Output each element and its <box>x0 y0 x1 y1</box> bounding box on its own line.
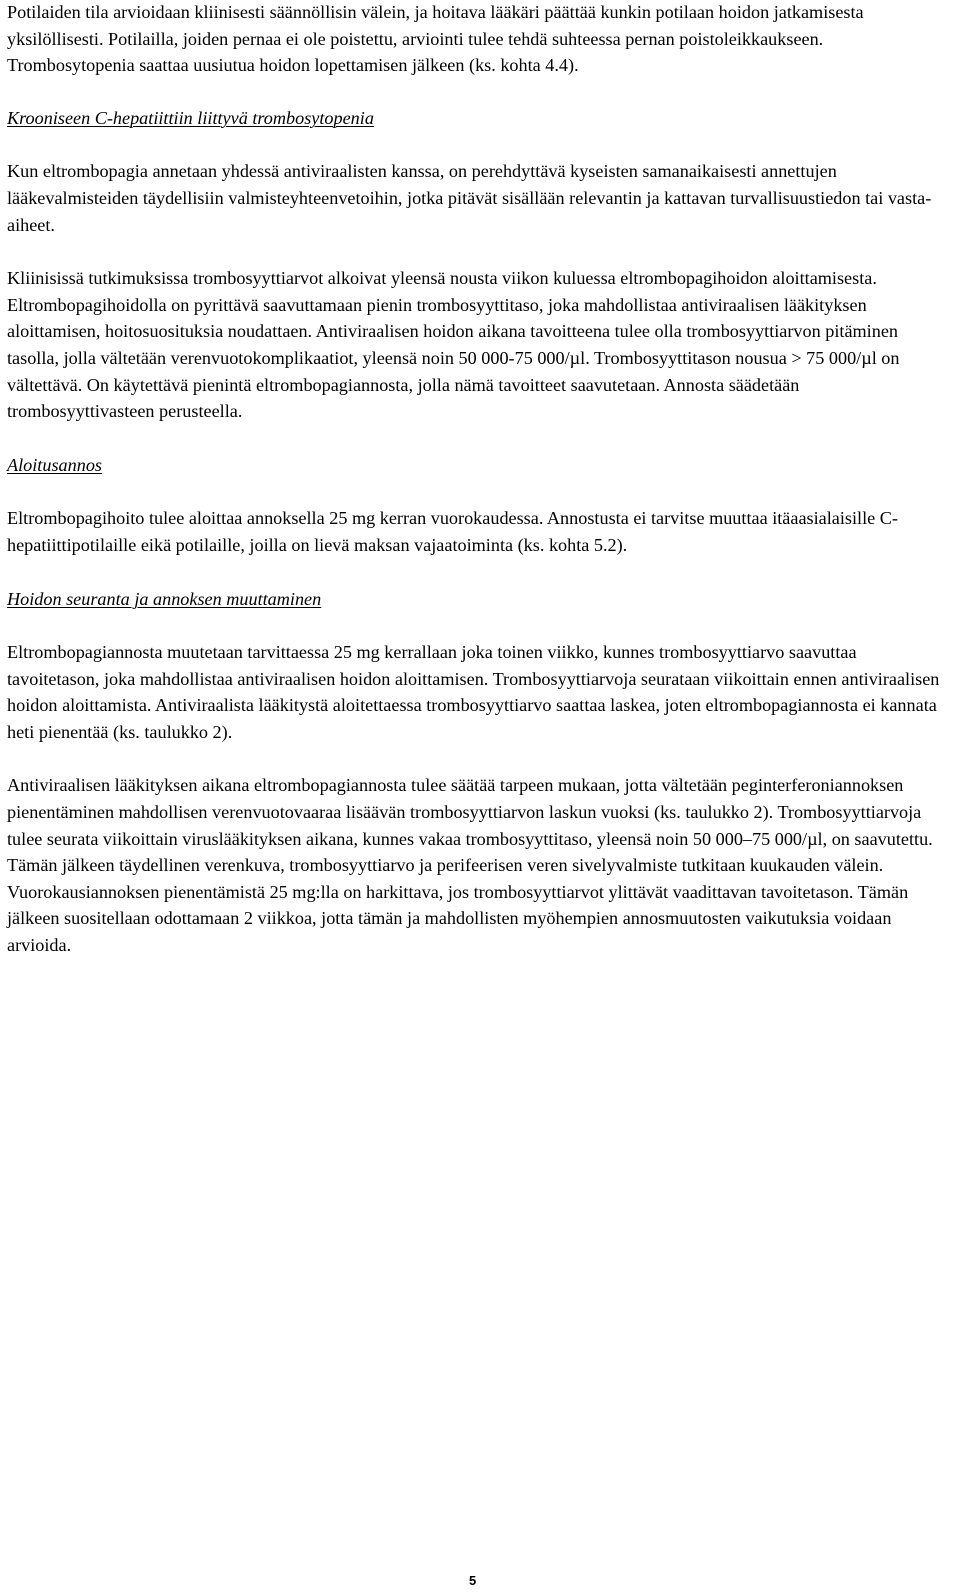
paragraph-starting-dose: Eltrombopagihoito tulee aloittaa annoksella 25 mg kerran vuorokaudessa. Annostusta ei tarvitse muuttaa itäaasialaisille C-hepatiittipotilaille eikä potilaille, joilla on lievä maksan vajaatoiminta (ks. kohta 5.2). <box>7 508 898 555</box>
document-page <box>7 0 947 959</box>
intro-paragraph: Potilaiden tila arvioidaan kliinisesti säännöllisin välein, ja hoitava lääkäri päättää kunkin potilaan hoidon jatkamisesta yksilöllisesti. Potilailla, joiden pernaa ei ole poistettu, arviointi tulee tehdä suhteessa pernan poistoleikkaukseen. Trombosytopenia saattaa uusiutua hoidon lopettamisen jälkeen (ks. kohta 4.4). <box>7 2 864 76</box>
section-heading-hepatitis-c: Krooniseen C-hepatiittiin liittyvä trombosytopenia <box>7 107 374 128</box>
section-heading-starting-dose: Aloitusannos <box>7 454 102 475</box>
paragraph-antiviral-monitoring: Antiviraalisen lääkityksen aikana eltrombopagiannosta tulee säätää tarpeen mukaan, jotta vältetään peginterferoniannoksen pienentäminen mahdollisen verenvuotovaaraa lisäävän trombosyyttiarvon laskun vuoksi (ks. taulukko 2). Trombosyyttiarvoja tulee seurata viikoittain viruslääkityksen aikana, kunnes vakaa trombosyyttitaso, yleensä noin 50 000–75 000/µl, on saavutettu. Tämän jälkeen täydellinen verenkuva, trombosyyttiarvo ja perifeerisen veren sivelyvalmiste tutkitaan kuukauden välein. Vuorokausiannoksen pienentämistä 25 mg:lla on harkittava, jos trombosyyttiarvot ylittävät vaadittavan tavoitetason. Tämän jälkeen suositellaan odottamaan 2 viikkoa, jotta tämän ja mahdollisten myöhempien annosmuutosten vaikutuksia voidaan arvioida. <box>7 775 933 956</box>
paragraph-antiviral-info: Kun eltrombopagia annetaan yhdessä antiviraalisten kanssa, on perehdyttävä kyseisten samanaikaisesti annettujen lääkevalmisteiden täydellisiin valmisteyhteenvetoihin, jotka pitävät sisällään relevantin ja kattavan turvallisuustiedon tai vasta-aiheet. <box>7 161 932 235</box>
page-number: 5 <box>469 1573 477 1588</box>
paragraph-dose-adjustment: Eltrombopagiannosta muutetaan tarvittaessa 25 mg kerrallaan joka toinen viikko, kunnes trombosyyttiarvo saavuttaa tavoitetason, joka mahdollistaa antiviraalisen hoidon aloittamisen. Trombosyyttiarvoja seurataan viikoittain ennen antiviraalisen hoidon aloittamista. Antiviraalista lääkitystä aloitettaessa trombosyyttiarvo saattaa laskea, joten eltrombopagiannosta ei kannata heti pienentää (ks. taulukko 2). <box>7 642 940 742</box>
section-heading-monitoring: Hoidon seuranta ja annoksen muuttaminen <box>7 588 322 609</box>
paragraph-platelet-targets: Kliinisissä tutkimuksissa trombosyyttiarvot alkoivat yleensä nousta viikon kuluessa eltrombopagihoidon aloittamisesta. Eltrombopagihoidolla on pyrittävä saavuttamaan pienin trombosyyttitaso, joka mahdollistaa antiviraalisen lääkityksen aloittamisen, hoitosuosituksia noudattaen. Antiviraalisen hoidon aikana tavoitteena tulee olla trombosyyttiarvon pitäminen tasolla, jolla vältetään verenvuotokomplikaatiot, yleensä noin 50 000-75 000/µl. Trombosyyttitason nousua > 75 000/µl on vältettävä. On käytettävä pienintä eltrombopagiannosta, jolla nämä tavoitteet saavutetaan. Annosta säädetään trombosyyttivasteen perusteella. <box>7 268 900 422</box>
